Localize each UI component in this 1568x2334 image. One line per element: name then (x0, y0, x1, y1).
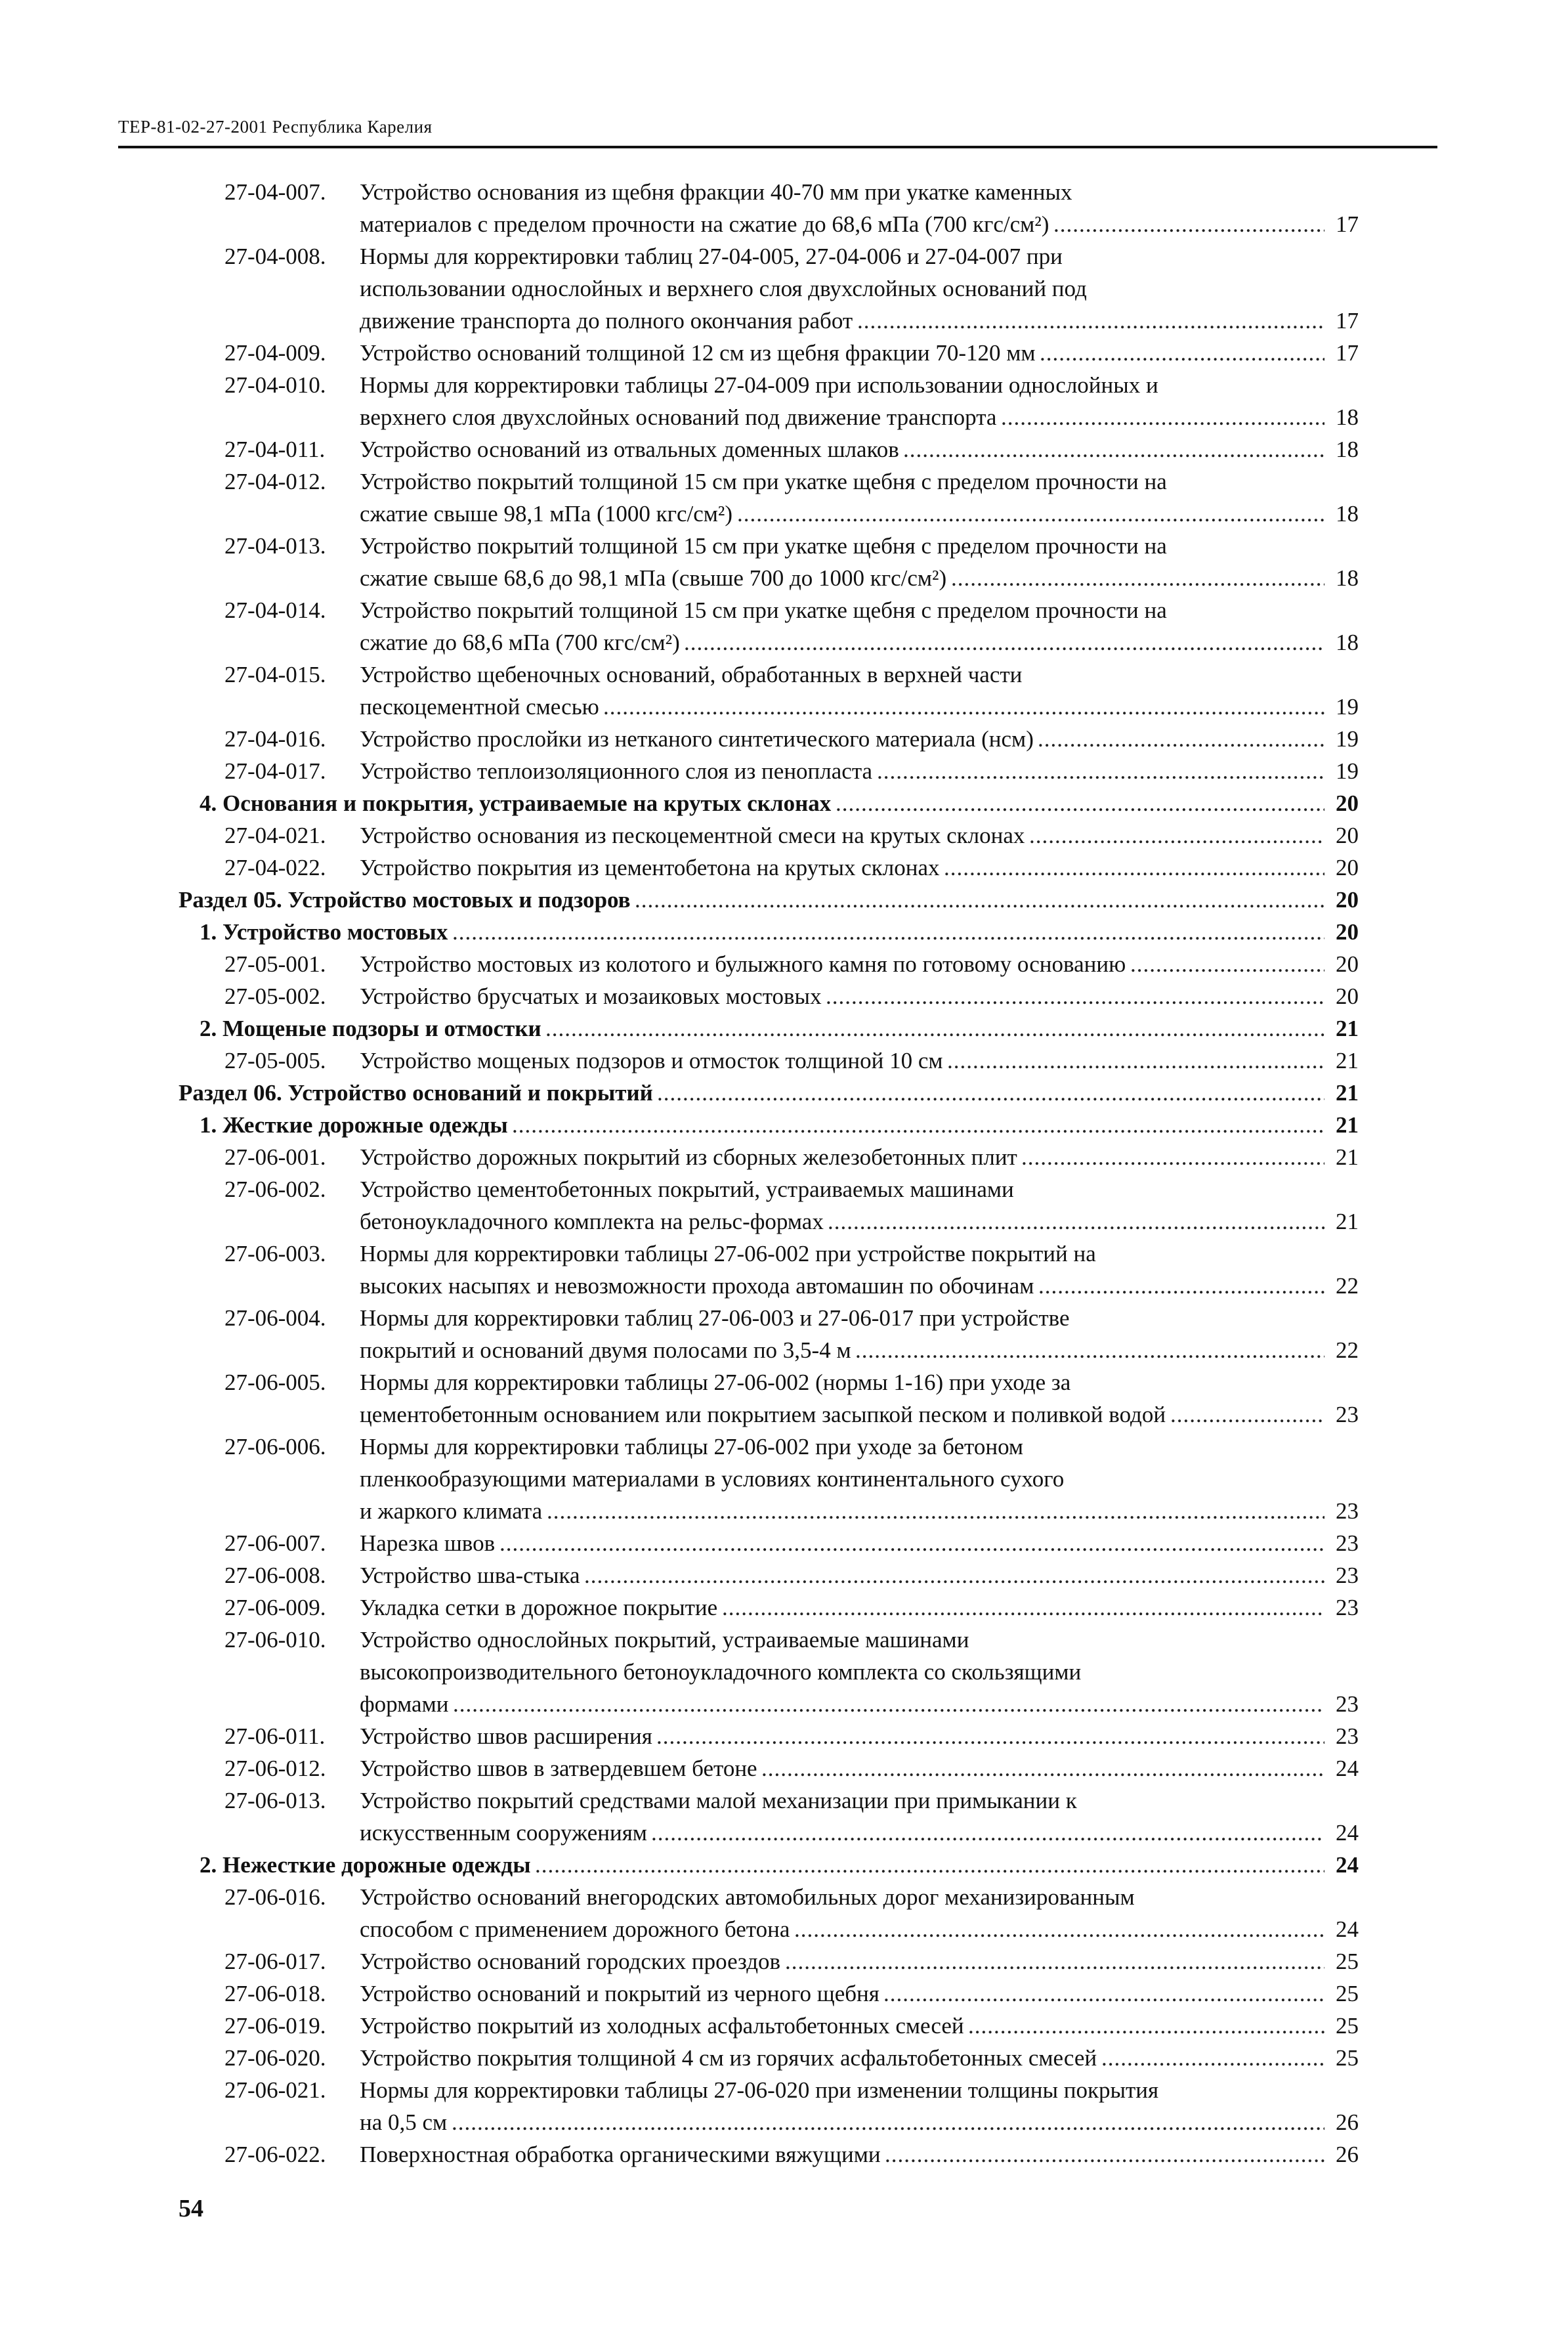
toc-entry-text: способом с применением дорожного бетона (360, 1916, 790, 1942)
toc-entry-line (0, 1591, 1568, 1624)
toc-entry-code: 27-06-016. (224, 1884, 326, 1910)
toc-entry-line (0, 465, 1568, 498)
toc-page-number: 24 (1336, 1756, 1359, 1781)
toc-page-number: 21 (1336, 1209, 1359, 1234)
toc-page-number: 17 (1336, 211, 1359, 237)
toc-entry-code: 27-04-007. (224, 179, 326, 205)
toc-page-number: 26 (1336, 2109, 1359, 2135)
toc-entry-line (0, 1881, 1568, 1913)
toc-entry-text: Нормы для корректировки таблицы 27-06-002 при устройстве покрытий на (360, 1241, 1096, 1266)
toc-page-number: 20 (1336, 951, 1359, 977)
toc-page-number: 21 (1336, 1112, 1359, 1138)
toc-page-number: 20 (1336, 790, 1359, 816)
toc-entry-text: Устройство покрытия толщиной 4 см из горячих асфальтобетонных смесей (360, 2045, 1097, 2071)
toc-entry-line (0, 594, 1568, 626)
toc-page-number: 23 (1336, 1498, 1359, 1524)
toc-entry-code: 27-06-012. (224, 1756, 326, 1781)
toc-entry-line (0, 1656, 1568, 1688)
toc-entry-text: Устройство швов расширения (360, 1723, 652, 1749)
toc-entry-line (0, 659, 1568, 691)
toc-entry-line (0, 948, 1568, 980)
toc-entry-text: Устройство однослойных покрытий, устраиваемые машинами (360, 1627, 969, 1653)
toc-entry-line (0, 208, 1568, 240)
toc-entry-text: Нормы для корректировки таблиц 27-04-005, 27-04-006 и 27-04-007 при (360, 244, 1063, 269)
toc-entry-code: 27-05-001. (224, 951, 326, 977)
toc-page-number: 21 (1336, 1144, 1359, 1170)
toc-entry-code: 27-04-008. (224, 244, 326, 269)
toc-entry-text: на 0,5 см (360, 2109, 448, 2135)
toc-entry-text: Устройство покрытий из холодных асфальтобетонных смесей (360, 2013, 964, 2039)
toc-entry-code: 27-06-002. (224, 1177, 326, 1202)
toc-section-heading (0, 884, 1568, 916)
toc-entry-text: Устройство прослойки из нетканого синтетического материала (нсм) (360, 726, 1034, 752)
toc-entry-line (0, 369, 1568, 401)
toc-entry-text: сжатие свыше 98,1 мПа (1000 кгс/см²) (360, 501, 733, 527)
toc-page-number: 23 (1336, 1691, 1359, 1717)
toc-entry-text: 2. Нежесткие дорожные одежды (200, 1852, 531, 1878)
toc-page-number: 20 (1336, 887, 1359, 913)
toc-entry-code: 27-06-009. (224, 1595, 326, 1620)
toc-entry-text: Устройство теплоизоляционного слоя из пенопласта (360, 758, 873, 784)
toc-entry-line (0, 498, 1568, 530)
toc-page-number: 18 (1336, 404, 1359, 430)
toc-entry-code: 27-06-020. (224, 2045, 326, 2071)
toc-entry-code: 27-06-001. (224, 1144, 326, 1170)
toc-entry-code: 27-04-022. (224, 855, 326, 880)
toc-entry-line (0, 1752, 1568, 1784)
toc-subsection-heading (0, 916, 1568, 948)
toc-entry-text: Устройство покрытий толщиной 15 см при укатке щебня с пределом прочности на (360, 597, 1167, 623)
running-header: ТЕР-81-02-27-2001 Республика Карелия (118, 117, 433, 137)
toc-entry-code: 27-06-010. (224, 1627, 326, 1653)
toc-entry-text: 1. Устройство мостовых (200, 919, 448, 945)
toc-entry-line (0, 2042, 1568, 2074)
toc-entry-text: 2. Мощеные подзоры и отмостки (200, 1016, 541, 1041)
toc-entry-line (0, 2106, 1568, 2138)
toc-page-number: 26 (1336, 2142, 1359, 2167)
toc-entry-text: Устройство оснований толщиной 12 см из щебня фракции 70-120 мм (360, 340, 1036, 366)
toc-entry-text: Устройство оснований внегородских автомобильных дорог механизированным (360, 1884, 1135, 1910)
toc-entry-line (0, 980, 1568, 1012)
toc-entry-code: 27-06-019. (224, 2013, 326, 2039)
toc-entry-text: Устройство брусчатых и мозаиковых мостовых (360, 983, 822, 1009)
toc-entry-line (0, 1784, 1568, 1817)
toc-subsection-heading (0, 1849, 1568, 1881)
toc-entry-text: высокопроизводительного бетоноукладочного комплекта со скользящими (360, 1659, 1082, 1685)
toc-entry-code: 27-06-003. (224, 1241, 326, 1266)
toc-entry-line (0, 2010, 1568, 2042)
toc-entry-line (0, 272, 1568, 305)
toc-entry-text: Устройство основания из пескоцементной смеси на крутых склонах (360, 823, 1025, 848)
toc-entry-line (0, 755, 1568, 787)
toc-entry-code: 27-04-013. (224, 533, 326, 559)
toc-entry-line (0, 1688, 1568, 1720)
toc-entry-text: Устройство оснований из отвальных доменных шлаков (360, 437, 899, 462)
toc-entry-line (0, 691, 1568, 723)
toc-entry-text: Укладка сетки в дорожное покрытие (360, 1595, 718, 1620)
toc-page-number: 22 (1336, 1273, 1359, 1299)
toc-entry-text: Устройство покрытий толщиной 15 см при укатке щебня с пределом прочности на (360, 469, 1167, 494)
toc-entry-code: 27-06-017. (224, 1949, 326, 1974)
toc-entry-text: Устройство швов в затвердевшем бетоне (360, 1756, 757, 1781)
toc-entry-line (0, 1945, 1568, 1977)
toc-entry-text: искусственным сооружениям (360, 1820, 647, 1846)
toc-entry-code: 27-06-007. (224, 1530, 326, 1556)
toc-entry-line (0, 819, 1568, 852)
toc-entry-code: 27-04-016. (224, 726, 326, 752)
toc-page-number: 18 (1336, 501, 1359, 527)
toc-entry-text: материалов с пределом прочности на сжатие до 68,6 мПа (700 кгс/см²) (360, 211, 1049, 237)
toc-entry-line (0, 1495, 1568, 1527)
toc-entry-code: 27-06-006. (224, 1434, 326, 1459)
toc-entry-line (0, 337, 1568, 369)
toc-entry-code: 27-06-005. (224, 1370, 326, 1395)
toc-entry-line (0, 1398, 1568, 1431)
toc-page-number: 23 (1336, 1530, 1359, 1556)
toc-page-number: 19 (1336, 758, 1359, 784)
toc-entry-text: 4. Основания и покрытия, устраиваемые на крутых склонах (200, 790, 832, 816)
toc-entry-text: Устройство шва-стыка (360, 1563, 580, 1588)
toc-entry-text: формами (360, 1691, 449, 1717)
toc-entry-text: Устройство покрытия из цементобетона на крутых склонах (360, 855, 940, 880)
toc-entry-line (0, 1366, 1568, 1398)
table-of-contents (0, 176, 1568, 2171)
toc-entry-text: Устройство покрытий толщиной 15 см при укатке щебня с пределом прочности на (360, 533, 1167, 559)
toc-page-number: 19 (1336, 726, 1359, 752)
toc-entry-code: 27-04-014. (224, 597, 326, 623)
toc-entry-line (0, 2074, 1568, 2106)
toc-entry-code: 27-06-018. (224, 1981, 326, 2006)
toc-subsection-heading (0, 1109, 1568, 1141)
toc-entry-code: 27-06-022. (224, 2142, 326, 2167)
toc-entry-text: верхнего слоя двухслойных оснований под движение транспорта (360, 404, 997, 430)
toc-entry-code: 27-04-021. (224, 823, 326, 848)
toc-entry-code: 27-04-011. (224, 437, 326, 462)
toc-page-number: 23 (1336, 1563, 1359, 1588)
toc-entry-line (0, 1173, 1568, 1205)
toc-entry-text: сжатие свыше 68,6 до 98,1 мПа (свыше 700 до 1000 кгс/см²) (360, 565, 947, 591)
toc-entry-code: 27-04-012. (224, 469, 326, 494)
toc-page-number: 25 (1336, 1981, 1359, 2006)
toc-entry-text: Нормы для корректировки таблицы 27-06-002 (нормы 1-16) при уходе за (360, 1370, 1071, 1395)
toc-entry-text: Устройство щебеночных оснований, обработанных в верхней части (360, 662, 1023, 687)
toc-page-number: 18 (1336, 565, 1359, 591)
toc-entry-line (0, 1624, 1568, 1656)
toc-entry-text: цементобетонным основанием или покрытием засыпкой песком и поливкой водой (360, 1402, 1166, 1427)
toc-page-number: 23 (1336, 1402, 1359, 1427)
toc-entry-text: движение транспорта до полного окончания работ (360, 308, 853, 334)
toc-entry-code: 27-06-008. (224, 1563, 326, 1588)
toc-entry-line (0, 305, 1568, 337)
toc-page-number: 18 (1336, 630, 1359, 655)
toc-page-number: 23 (1336, 1723, 1359, 1749)
toc-entry-text: Устройство дорожных покрытий из сборных железобетонных плит (360, 1144, 1017, 1170)
toc-page-number: 20 (1336, 919, 1359, 945)
toc-entry-line (0, 1977, 1568, 2010)
toc-entry-text: Раздел 05. Устройство мостовых и подзоров (179, 887, 631, 913)
toc-entry-code: 27-06-004. (224, 1305, 326, 1331)
toc-entry-line (0, 2138, 1568, 2171)
toc-page-number: 21 (1336, 1048, 1359, 1073)
toc-entry-line (0, 1205, 1568, 1238)
toc-entry-line (0, 723, 1568, 755)
toc-page-number: 24 (1336, 1820, 1359, 1846)
toc-entry-text: 1. Жесткие дорожные одежды (200, 1112, 508, 1138)
toc-entry-text: использовании однослойных и верхнего слоя двухслойных оснований под (360, 276, 1087, 301)
toc-entry-line (0, 433, 1568, 465)
toc-page-number: 20 (1336, 855, 1359, 880)
toc-entry-code: 27-05-005. (224, 1048, 326, 1073)
toc-entry-code: 27-06-021. (224, 2077, 326, 2103)
toc-entry-code: 27-04-009. (224, 340, 326, 366)
toc-entry-line (0, 240, 1568, 272)
toc-entry-line (0, 1045, 1568, 1077)
toc-page-number: 17 (1336, 340, 1359, 366)
toc-entry-text: Устройство мощеных подзоров и отмосток толщиной 10 см (360, 1048, 943, 1073)
toc-entry-text: бетоноукладочного комплекта на рельс-формах (360, 1209, 824, 1234)
toc-entry-code: 27-05-002. (224, 983, 326, 1009)
toc-section-heading (0, 1077, 1568, 1109)
toc-page-number: 22 (1336, 1337, 1359, 1363)
toc-entry-text: Поверхностная обработка органическими вяжущими (360, 2142, 881, 2167)
toc-page-number: 25 (1336, 2013, 1359, 2039)
toc-entry-code: 27-06-013. (224, 1788, 326, 1813)
toc-entry-text: покрытий и оснований двумя полосами по 3,5-4 м (360, 1337, 851, 1363)
toc-entry-code: 27-04-015. (224, 662, 326, 687)
toc-page-number: 20 (1336, 823, 1359, 848)
toc-entry-line (0, 1238, 1568, 1270)
toc-page-number: 25 (1336, 1949, 1359, 1974)
toc-page-number: 24 (1336, 1852, 1359, 1878)
toc-entry-text: Нарезка швов (360, 1530, 496, 1556)
toc-entry-line (0, 626, 1568, 659)
toc-entry-line (0, 1559, 1568, 1591)
toc-entry-code: 27-04-010. (224, 372, 326, 398)
toc-entry-text: Устройство основания из щебня фракции 40-70 мм при укатке каменных (360, 179, 1072, 205)
toc-entry-line (0, 176, 1568, 208)
toc-entry-text: сжатие до 68,6 мПа (700 кгс/см²) (360, 630, 680, 655)
toc-entry-text: Устройство мостовых из колотого и булыжного камня по готовому основанию (360, 951, 1126, 977)
toc-entry-text: Устройство цементобетонных покрытий, устраиваемых машинами (360, 1177, 1014, 1202)
toc-entry-text: Нормы для корректировки таблицы 27-06-020 при изменении толщины покрытия (360, 2077, 1159, 2103)
toc-entry-line (0, 1463, 1568, 1495)
toc-page-number: 25 (1336, 2045, 1359, 2071)
toc-page-number: 20 (1336, 983, 1359, 1009)
toc-page-number: 19 (1336, 694, 1359, 720)
toc-entry-text: пескоцементной смесью (360, 694, 599, 720)
header-rule (118, 146, 1437, 148)
toc-entry-line (0, 1720, 1568, 1752)
toc-entry-line (0, 1141, 1568, 1173)
toc-entry-text: Нормы для корректировки таблицы 27-06-002 при уходе за бетоном (360, 1434, 1024, 1459)
toc-page-number: 18 (1336, 437, 1359, 462)
toc-entry-code: 27-06-011. (224, 1723, 326, 1749)
toc-page-number: 21 (1336, 1016, 1359, 1041)
toc-entry-line (0, 562, 1568, 594)
toc-entry-line (0, 1302, 1568, 1334)
toc-entry-line (0, 852, 1568, 884)
toc-entry-line (0, 1431, 1568, 1463)
toc-entry-line (0, 401, 1568, 433)
toc-entry-text: Нормы для корректировки таблиц 27-06-003 и 27-06-017 при устройстве (360, 1305, 1070, 1331)
toc-entry-text: пленкообразующими материалами в условиях континентального сухого (360, 1466, 1065, 1492)
toc-entry-text: и жаркого климата (360, 1498, 543, 1524)
toc-entry-code: 27-04-017. (224, 758, 326, 784)
toc-entry-text: высоких насыпях и невозможности прохода автомашин по обочинам (360, 1273, 1034, 1299)
toc-subsection-heading (0, 787, 1568, 819)
toc-entry-text: Устройство покрытий средствами малой механизации при примыкании к (360, 1788, 1077, 1813)
toc-page-number: 23 (1336, 1595, 1359, 1620)
toc-entry-text: Устройство оснований городских проездов (360, 1949, 781, 1974)
toc-entry-text: Раздел 06. Устройство оснований и покрытий (179, 1080, 653, 1106)
toc-entry-text: Нормы для корректировки таблицы 27-04-009 при использовании однослойных и (360, 372, 1158, 398)
toc-entry-line (0, 1334, 1568, 1366)
toc-entry-line (0, 1817, 1568, 1849)
toc-page-number: 17 (1336, 308, 1359, 334)
toc-subsection-heading (0, 1012, 1568, 1045)
toc-entry-line (0, 1913, 1568, 1945)
toc-page-number: 21 (1336, 1080, 1359, 1106)
toc-page-number: 24 (1336, 1916, 1359, 1942)
toc-entry-text: Устройство оснований и покрытий из черного щебня (360, 1981, 879, 2006)
toc-entry-line (0, 530, 1568, 562)
page-number: 54 (179, 2195, 203, 2222)
toc-entry-line (0, 1270, 1568, 1302)
toc-entry-line (0, 1527, 1568, 1559)
